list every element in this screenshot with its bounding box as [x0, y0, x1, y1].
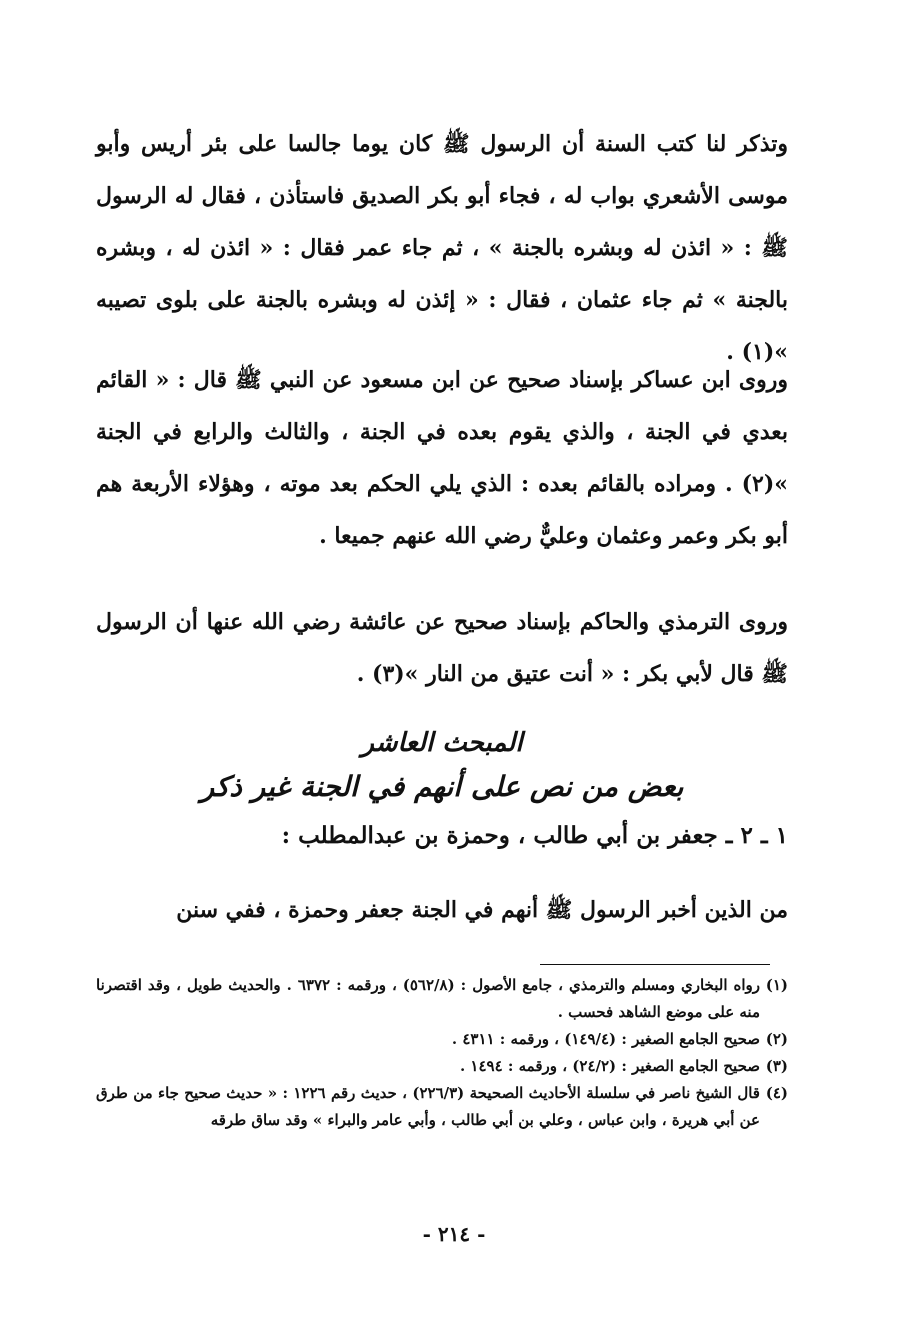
footnotes [96, 972, 788, 1134]
footnote-text: صحيح الجامع الصغير : (١٤٩/٤) ، ورقمه : ٤٣١١ . [451, 1030, 760, 1048]
chapter-subheading: بعض من نص على أنهم في الجنة غير ذكر [200, 770, 684, 803]
footnote-text: صحيح الجامع الصغير : (٢٤/٢) ، ورقمه : ١٤٩٤ . [459, 1057, 760, 1075]
footnote-number: (٤) [765, 1084, 788, 1102]
footnote [96, 972, 788, 1026]
footnote [96, 1080, 788, 1134]
footnote [96, 1026, 788, 1053]
section-title: ١ ـ ٢ ـ جعفر بن أبي طالب ، وحمزة بن عبدالمطلب : [281, 822, 788, 849]
paragraph-4: من الذين أخبر الرسول ﷺ أنهم في الجنة جعفر وحمزة ، ففي سنن [176, 897, 788, 923]
footnote [96, 1053, 788, 1080]
paragraph-3: وروى الترمذي والحاكم بإسناد صحيح عن عائشة رضي الله عنها أن الرسول ﷺ قال لأبي بكر : « أنت عتيق من النار »(٣) . [96, 609, 788, 687]
chapter-heading: المبحث العاشر [361, 728, 523, 758]
footnote-text: رواه البخاري ومسلم والترمذي ، جامع الأصول : (٥٦٢/٨) ، ورقمه : ٦٣٧٢ . والحديث طويل ، وقد اقتصرنا منه على موضع الشاهد فحسب . [96, 976, 760, 1021]
footnote-number: (٣) [765, 1057, 788, 1075]
paragraph-2: وروى ابن عساكر بإسناد صحيح عن ابن مسعود عن النبي ﷺ قال : « القائم بعدي في الجنة ، والذي يقوم بعده في الجنة ، والثالث والرابع في الجنة »(٢) . ومراده بالقائم بعده : الذي يلي الحكم بعد موته ، وهؤلاء الأربعة هم أبو بكر وعمر وعثمان وعليٌّ رضي الله عنهم جميعا . [96, 367, 788, 549]
footnote-number: (٢) [765, 1030, 788, 1048]
footnote-divider [540, 964, 770, 965]
footnote-text: قال الشيخ ناصر في سلسلة الأحاديث الصحيحة (٢٢٦/٣) ، حديث رقم ١٢٢٦ : « حديث صحيح جاء من طرق عن أبي هريرة ، وابن عباس ، وعلي بن أبي طالب ، وأبي عامر والبراء » وقد ساق طرقه [96, 1084, 760, 1129]
footnote-number: (١) [765, 976, 788, 994]
paragraph-1: وتذكر لنا كتب السنة أن الرسول ﷺ كان يوما جالسا على بئر أريس وأبو موسى الأشعري بواب له ، فجاء أبو بكر الصديق فاستأذن ، فقال له الرسول ﷺ : « ائذن له وبشره بالجنة » ، ثم جاء عمر فقال : « ائذن له ، وبشره بالجنة » ثم جاء عثمان ، فقال : « إئذن له وبشره بالجنة على بلوى تصيبه »(١) . [96, 131, 788, 365]
page-number: - ٢١٤ - [422, 1222, 486, 1246]
